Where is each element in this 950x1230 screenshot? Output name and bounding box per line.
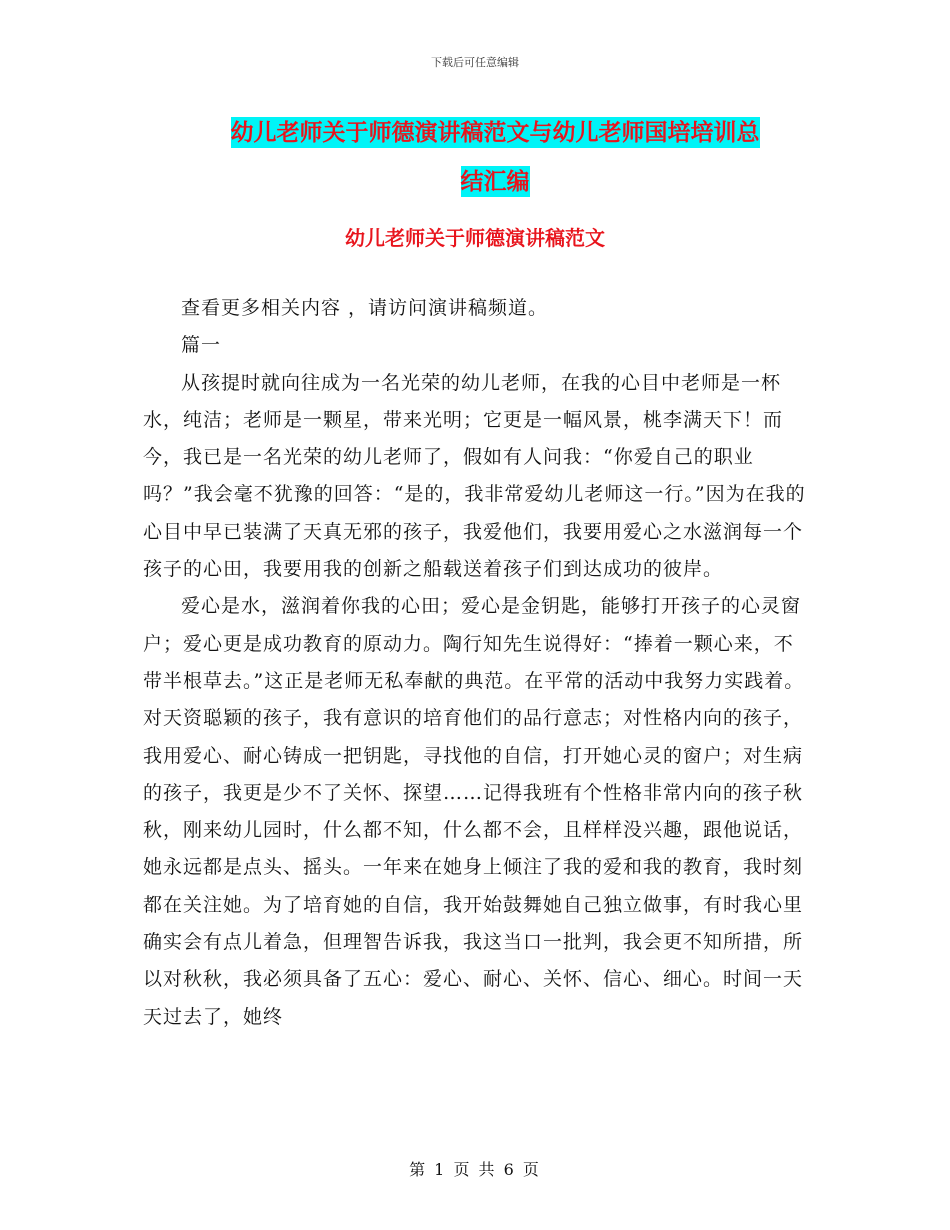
document-body [143,290,813,1036]
paragraph-1: 从孩提时就向往成为一名光荣的幼儿老师，在我的心目中老师是一杯水，纯洁；老师是一颗星，带来光明；它更是一幅风景，桃李满天下！而今，我已是一名光荣的幼儿老师了，假如有人问我：“你爱自己的职业吗？”我会毫不犹豫的回答：“是的，我非常爱幼儿老师这一行。”因为在我的心目中早已装满了天真无邪的孩子，我爱他们，我要用爱心之水滋润每一个孩子的心田，我要用我的创新之船载送着孩子们到达成功的彼岸。 [143,371,806,581]
document-title-line-2: 结汇编 [460,168,530,195]
paragraph-part-label: 篇一 [181,334,222,357]
paragraph-intro: 查看更多相关内容 ，请访问演讲稿频道。 [181,297,549,319]
page-footer-page-number: 第 1 页 共 6 页 [409,1160,541,1179]
document-title-line-1: 幼儿老师关于师德演讲稿范文与幼儿老师国培培训总 [230,119,760,146]
paragraph-2: 爱心是水，滋润着你我的心田；爱心是金钥匙，能够打开孩子的心灵窗户；爱心更是成功教育的原动力。陶行知先生说得好：“捧着一颗心来，不带半根草去。”这正是老师无私奉献的典范。在平常的活动中我努力实践着。对天资聪颖的孩子，我有意识的培育他们的品行意志；对性格内向的孩子，我用爱心、耐心铸成一把钥匙，寻找他的自信，打开她心灵的窗户；对生病的孩子，我更是少不了关怀、探望……记得我班有个性格非常内向的孩子秋秋，刚来幼儿园时，什么都不知，什么都不会，且样样没兴趣，跟他说话，她永远都是点头、摇头。一年来在她身上倾注了我的爱和我的教育，我时刻都在关注她。为了培育她的自信，我开始鼓舞她自己独立做事，有时我心里确实会有点儿着急，但理智告诉我，我这当口一批判，我会更不知所措，所以对秋秋，我必须具备了五心：爱心、耐心、关怀、信心、细心。时间一天天过去了，她终 [143,595,805,1028]
document-title [150,108,840,206]
page-header-note: 下载后可任意编辑 [431,56,519,69]
section-title: 幼儿老师关于师德演讲稿范文 [345,226,605,250]
